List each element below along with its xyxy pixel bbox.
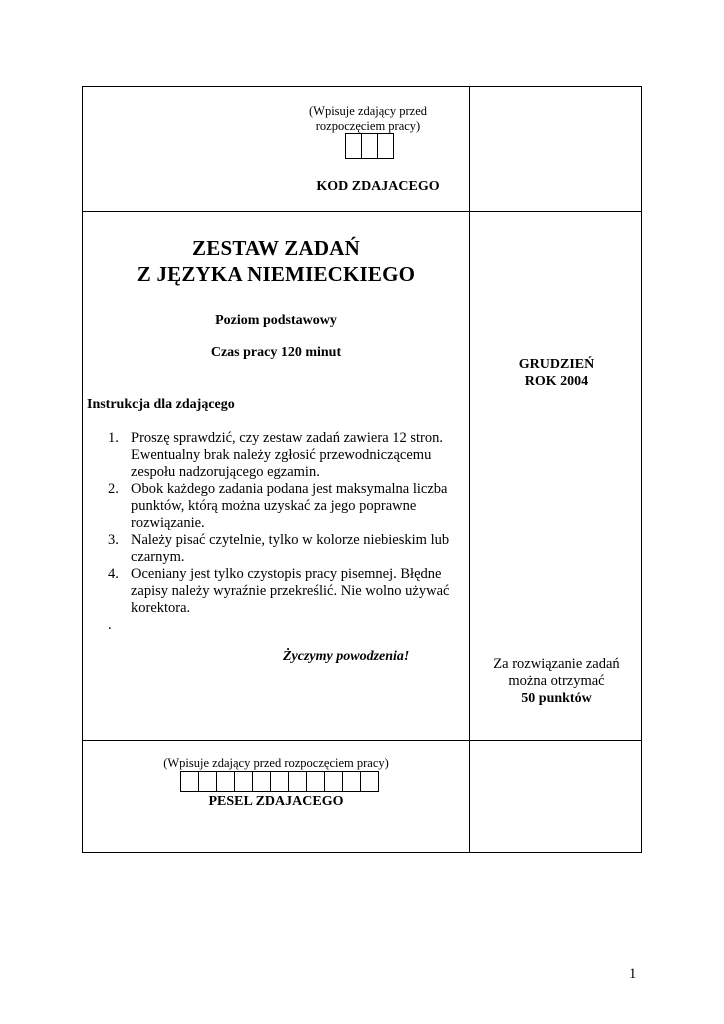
pesel-digit-box[interactable] (180, 771, 199, 792)
pesel-digit-box[interactable] (198, 771, 217, 792)
list-item: 4. Oceniany jest tylko czystopis pracy pisemnej. Błędne zapisy należy wyraźnie przekreślić. Nie wolno używać korektora. (108, 566, 450, 616)
points-line-1: Za rozwiązanie zadań (493, 656, 620, 672)
pesel-digit-box[interactable] (288, 771, 307, 792)
points-line-2: można otrzymać (508, 673, 605, 689)
code-label: KOD ZDAJACEGO (316, 179, 440, 194)
pesel-digit-box[interactable] (306, 771, 325, 792)
code-digit-box[interactable] (361, 133, 378, 159)
exam-month: GRUDZIEŃ (518, 357, 595, 372)
title-line-2: Z JĘZYKA NIEMIECKIEGO (136, 262, 416, 286)
pesel-label: PESEL ZDAJACEGO (208, 794, 344, 809)
list-item: 1. Proszę sprawdzić, czy zestaw zadań zawiera 12 stron. Ewentualny brak należy zgłosić przewodniczącemu zespołu nadzorującego egzamin. (108, 430, 444, 480)
time-label: Czas pracy 120 minut (210, 345, 342, 360)
pesel-digit-box[interactable] (252, 771, 271, 792)
pesel-instruction-note: (Wpisuje zdający przed rozpoczęciem pracy) (163, 756, 389, 770)
column-divider (469, 87, 470, 852)
pesel-digit-box[interactable] (234, 771, 253, 792)
pesel-digit-box[interactable] (270, 771, 289, 792)
list-item: 3. Należy pisać czytelnie, tylko w kolorze niebieskim lub czarnym. (108, 532, 450, 565)
pesel-digit-box[interactable] (342, 771, 361, 792)
list-item: 2. Obok każdego zadania podana jest maksymalna liczba punktów, którą można uzyskać za jego poprawne rozwiązanie. (108, 481, 448, 531)
code-digit-box[interactable] (377, 133, 394, 159)
title-line-1: ZESTAW ZADAŃ (192, 236, 360, 260)
level-label: Poziom podstawowy (215, 313, 337, 328)
wish-text: Życzymy powodzenia! (283, 649, 410, 664)
pesel-digit-box[interactable] (324, 771, 343, 792)
code-digit-box[interactable] (345, 133, 362, 159)
pesel-digit-box[interactable] (216, 771, 235, 792)
row-divider-bottom (83, 740, 641, 741)
code-instruction-note: (Wpisuje zdający przed rozpoczęciem pracy) (309, 104, 427, 133)
points-total: 50 punktów (521, 691, 592, 706)
page-number: 1 (629, 966, 637, 982)
row-divider-top (83, 211, 641, 212)
exam-year: ROK 2004 (524, 374, 589, 389)
pesel-digit-box[interactable] (360, 771, 379, 792)
exam-cover-frame (82, 86, 642, 853)
code-boxes[interactable] (346, 133, 394, 159)
instructions-list: 1. Proszę sprawdzić, czy zestaw zadań zawiera 12 stron. Ewentualny brak należy zgłosić przewodniczącemu zespołu nadzorującego egzamin. 2. Obok każdego zadania podana jest maksymalna liczba punktów, którą można uzyskać za jego poprawne rozwiązanie. 3. Należy pisać czytelnie, tylko w kolorze niebieskim lub czarnym. 4. Oceniany jest tylko czystopis pracy pisemnej. Błędne zapisy należy wyraźnie przekreślić. Nie wolno używać korektora. . (104, 430, 464, 617)
pesel-boxes[interactable] (181, 771, 379, 792)
instructions-heading: Instrukcja dla zdającego (87, 397, 235, 412)
